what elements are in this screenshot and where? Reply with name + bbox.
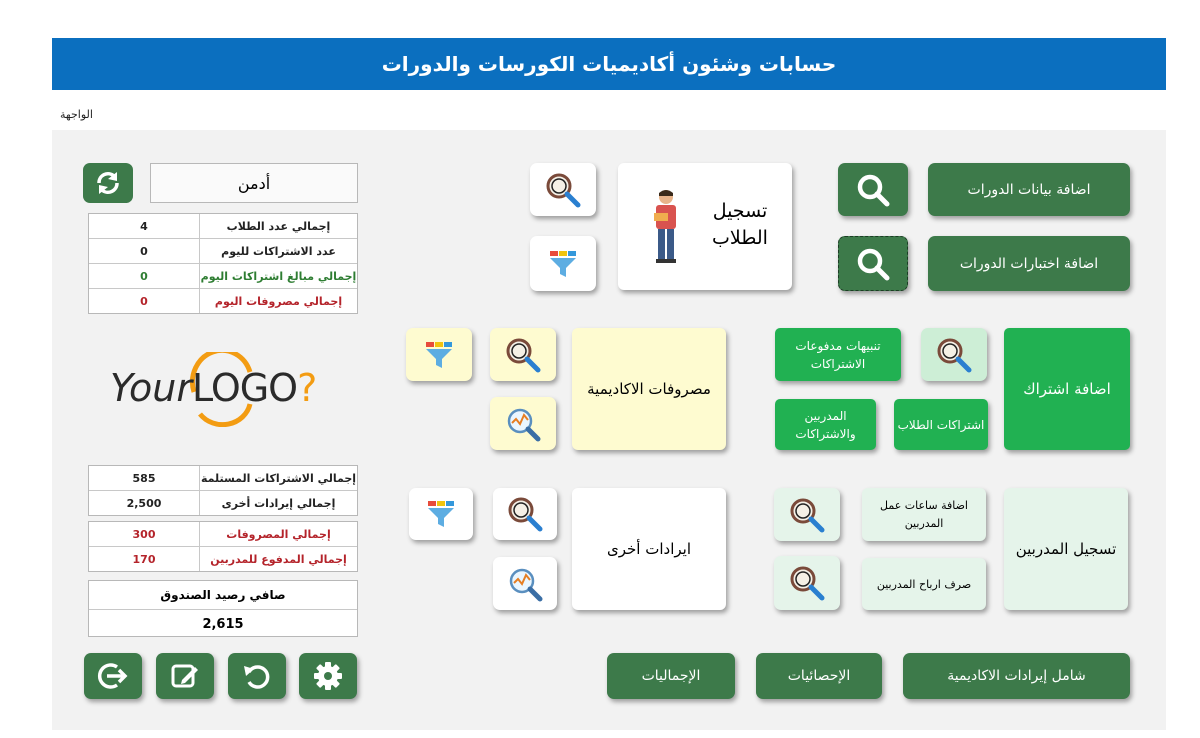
reset-button[interactable] <box>228 653 286 699</box>
logo-text-mark: ? <box>297 366 318 410</box>
magnifier-icon <box>935 336 973 374</box>
edit-icon <box>169 660 201 692</box>
table-row <box>89 214 357 239</box>
search-icon <box>855 246 891 282</box>
expenses-search-button[interactable] <box>490 328 556 381</box>
table-row <box>89 547 357 571</box>
add-course-data-button[interactable]: اضافة بيانات الدورات <box>928 163 1130 216</box>
expenses-filter-button[interactable] <box>406 328 472 381</box>
stat-value: 2,500 <box>89 491 200 515</box>
trainer-hours-search-button[interactable] <box>774 488 840 541</box>
expenses-report-button[interactable] <box>490 397 556 450</box>
analytics-search-icon <box>506 565 544 603</box>
stat-value: 0 <box>89 264 200 288</box>
table-row <box>89 239 357 264</box>
course-data-search-button[interactable] <box>838 163 908 216</box>
logout-button[interactable] <box>84 653 142 699</box>
revenues-report-button[interactable] <box>493 557 557 610</box>
stat-value: 585 <box>89 466 200 490</box>
company-logo <box>110 352 330 427</box>
student-search-button[interactable] <box>530 163 596 216</box>
undo-icon <box>241 660 273 692</box>
stat-value: 300 <box>89 522 200 546</box>
settings-button[interactable] <box>299 653 357 699</box>
add-course-tests-button[interactable]: اضافة اختبارات الدورات <box>928 236 1130 291</box>
magnifier-icon <box>788 564 826 602</box>
filter-icon <box>422 338 456 372</box>
totals-table-1 <box>88 465 358 516</box>
magnifier-icon <box>506 495 544 533</box>
stat-value: 0 <box>89 239 200 263</box>
filter-icon <box>546 247 580 281</box>
logo-text-your: Your <box>110 366 192 410</box>
revenues-search-button[interactable] <box>493 488 557 540</box>
pay-trainer-profits-button[interactable]: صرف ارباح المدربين <box>862 558 986 610</box>
revenues-filter-button[interactable] <box>409 488 473 540</box>
gear-icon <box>312 660 344 692</box>
stat-label: إجمالي المصروفات <box>226 527 331 541</box>
user-name: أدمن <box>150 163 358 203</box>
trainer-register-card[interactable]: تسجيل المدربين <box>1004 488 1128 610</box>
stat-value: 4 <box>89 214 200 238</box>
stat-label: إجمالي إيرادات أخرى <box>221 496 336 510</box>
app-title-bar <box>52 38 1166 90</box>
table-row <box>89 491 357 515</box>
magnifier-icon <box>544 171 582 209</box>
academy-expenses-card[interactable]: مصروفات الاكاديمية <box>572 328 726 450</box>
logout-icon <box>97 660 129 692</box>
statistics-button[interactable]: الإحصائيات <box>756 653 882 699</box>
subscription-payment-alerts-button[interactable]: تنبيهات مدفوعات الاشتراكات <box>775 328 901 381</box>
student-subscriptions-button[interactable]: اشتراكات الطلاب <box>894 399 988 450</box>
stat-label: إجمالي الاشتراكات المستلمة <box>200 471 357 485</box>
filter-icon <box>424 497 458 531</box>
stat-label: إجمالي مبالغ اشتراكات اليوم <box>200 269 357 283</box>
stat-label: إجمالي المدفوع للمدربين <box>210 552 347 566</box>
trainer-profits-search-button[interactable] <box>774 556 840 610</box>
table-row <box>89 466 357 491</box>
student-register-card[interactable] <box>618 163 792 290</box>
cash-balance-value: 2,615 <box>202 616 244 632</box>
student-icon <box>646 187 686 267</box>
refresh-button[interactable] <box>83 163 133 203</box>
table-row <box>89 264 357 289</box>
table-row <box>89 289 357 313</box>
totals-table-2 <box>88 521 358 572</box>
edit-button[interactable] <box>156 653 214 699</box>
student-register-label: تسجيل الطلاب <box>712 200 768 249</box>
cash-balance-label: صافي رصيد الصندوق <box>89 581 357 610</box>
stat-value: 170 <box>89 547 200 571</box>
add-trainer-hours-button[interactable]: اضافة ساعات عمل المدربين <box>862 488 986 541</box>
other-revenues-card[interactable]: ايرادات أخرى <box>572 488 726 610</box>
trainers-subscriptions-button[interactable]: المدربين والاشتراكات <box>775 399 876 450</box>
stat-label: إجمالي عدد الطلاب <box>226 219 331 233</box>
search-icon <box>855 172 891 208</box>
breadcrumb: الواجهة <box>60 108 93 121</box>
stat-value: 0 <box>89 289 200 313</box>
student-filter-button[interactable] <box>530 236 596 291</box>
analytics-search-icon <box>504 405 542 443</box>
daily-stats-table <box>88 213 358 314</box>
academy-revenues-total-button[interactable]: شامل إيرادات الاكاديمية <box>903 653 1130 699</box>
table-row <box>89 522 357 547</box>
totals-button[interactable]: الإجماليات <box>607 653 735 699</box>
add-subscription-button[interactable]: اضافة اشتراك <box>1004 328 1130 450</box>
app-title: حسابات وشئون أكاديميات الكورسات والدورات <box>381 52 837 76</box>
logo-text-logo: LOGO <box>192 366 298 410</box>
stat-label: إجمالي مصروفات اليوم <box>214 294 343 308</box>
magnifier-icon <box>788 496 826 534</box>
refresh-icon <box>93 168 123 198</box>
magnifier-icon <box>504 336 542 374</box>
cash-balance-box <box>88 580 358 637</box>
subscription-search-button[interactable] <box>921 328 987 381</box>
stat-label: عدد الاشتراكات لليوم <box>221 244 336 258</box>
course-tests-search-button[interactable] <box>838 236 908 291</box>
